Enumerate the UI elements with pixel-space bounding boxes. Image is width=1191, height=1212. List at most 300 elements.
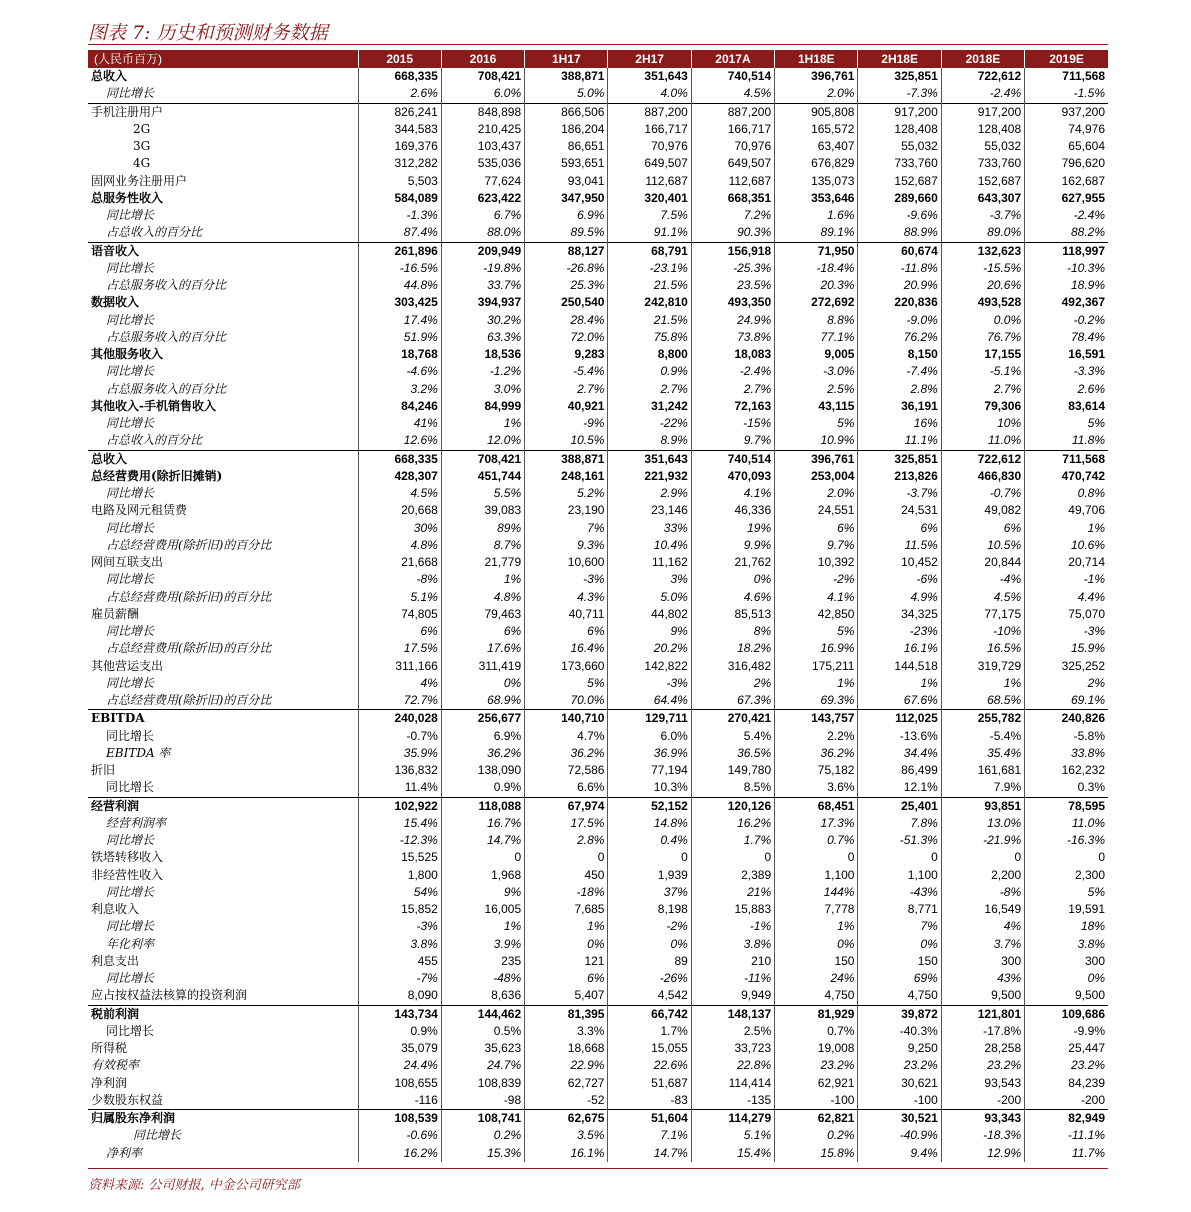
table-cell: 144% — [775, 884, 858, 901]
table-row — [88, 884, 1108, 901]
table-cell: 16.9% — [775, 640, 858, 657]
table-cell: 30.2% — [441, 312, 524, 329]
table-cell: 6.9% — [441, 728, 524, 745]
table-row — [88, 728, 1108, 745]
table-cell: 16.1% — [525, 1145, 608, 1162]
table-cell: -17.8% — [941, 1023, 1024, 1040]
table-cell: 36,191 — [858, 398, 941, 415]
table-cell: 353,646 — [775, 190, 858, 207]
table-cell: 81,929 — [775, 1005, 858, 1023]
table-cell: 7% — [858, 918, 941, 935]
table-cell: -3.7% — [858, 485, 941, 502]
table-cell: 33.7% — [441, 277, 524, 294]
table-cell: 108,539 — [358, 1110, 441, 1128]
table-cell: 3.3% — [525, 1023, 608, 1040]
table-cell: -51.3% — [858, 832, 941, 849]
table-cell: 34,325 — [858, 606, 941, 623]
table-cell: 10.9% — [775, 432, 858, 450]
table-cell: -18% — [525, 884, 608, 901]
table-cell: 77,624 — [441, 173, 524, 190]
table-cell: 2.7% — [608, 381, 691, 398]
table-cell: 7.8% — [858, 815, 941, 832]
table-cell: 1,100 — [775, 867, 858, 884]
table-cell: 46,336 — [691, 502, 774, 519]
table-cell: -1% — [1083, 572, 1105, 587]
table-cell: 270,421 — [691, 710, 774, 728]
table-cell: 9% — [608, 623, 691, 640]
table-cell: 36.2% — [775, 745, 858, 762]
table-cell: 16.2% — [358, 1145, 441, 1162]
table-cell: 9.7% — [775, 537, 858, 554]
table-cell: 16.4% — [525, 640, 608, 657]
table-row — [88, 675, 1108, 692]
table-cell: 12.6% — [358, 432, 441, 450]
table-cell: 51,604 — [608, 1110, 691, 1128]
table-row — [88, 190, 1108, 207]
table-cell: 8.7% — [441, 537, 524, 554]
table-cell: 1.7% — [691, 832, 774, 849]
table-cell: -26.8% — [525, 260, 608, 277]
table-cell: 325,851 — [858, 68, 941, 85]
table-cell: 83,614 — [1068, 398, 1105, 413]
table-cell: 2% — [1087, 675, 1105, 690]
table-cell: 5.0% — [525, 85, 608, 103]
table-row — [88, 1110, 1108, 1128]
table-cell: 108,741 — [441, 1110, 524, 1128]
table-cell: 493,528 — [941, 294, 1024, 311]
table-cell: 711,568 — [1025, 450, 1108, 468]
table-cell: 649,507 — [608, 155, 691, 172]
table-cell: -83 — [608, 1092, 691, 1110]
table-cell: 103,437 — [441, 138, 524, 155]
table-cell: 3.5% — [525, 1127, 608, 1144]
table-cell: 19% — [691, 520, 774, 537]
table-cell: 63.3% — [441, 329, 524, 346]
table-cell: 9,500 — [941, 987, 1024, 1005]
table-cell: 18,536 — [441, 346, 524, 363]
table-cell: 118,997 — [1025, 242, 1108, 260]
table-cell: 17.3% — [775, 815, 858, 832]
table-row — [88, 1127, 1108, 1144]
table-cell: 118,088 — [441, 797, 524, 815]
table-header-row — [88, 50, 1108, 68]
table-cell: 4,750 — [775, 987, 858, 1005]
table-cell: -3.7% — [941, 207, 1024, 224]
table-cell: 708,421 — [441, 450, 524, 468]
table-cell: 325,252 — [1061, 658, 1105, 673]
table-cell: 2.6% — [358, 85, 441, 103]
table-cell: 0 — [858, 849, 941, 866]
table-row — [88, 1057, 1108, 1074]
table-cell: -1% — [691, 918, 774, 935]
table-cell: 15.3% — [441, 1145, 524, 1162]
table-cell: 319,729 — [941, 658, 1024, 675]
table-cell: 887,200 — [608, 103, 691, 121]
table-cell: 49,706 — [1068, 503, 1105, 518]
table-cell: 64.4% — [608, 692, 691, 710]
table-cell: 316,482 — [691, 658, 774, 675]
table-cell: 451,744 — [441, 468, 524, 485]
table-cell: 52,152 — [608, 797, 691, 815]
table-cell: 93,343 — [941, 1110, 1024, 1128]
table-cell: 18,083 — [691, 346, 774, 363]
table-row — [88, 68, 1108, 85]
table-cell: 35.9% — [358, 745, 441, 762]
table-cell: 708,421 — [441, 68, 524, 85]
table-cell: 2,389 — [691, 867, 774, 884]
table-cell: 905,808 — [775, 103, 858, 121]
table-cell: 152,687 — [941, 173, 1024, 190]
table-cell: -100 — [775, 1092, 858, 1110]
table-cell: 2.7% — [941, 381, 1024, 398]
table-cell: 16% — [858, 415, 941, 432]
table-cell: 84,999 — [441, 398, 524, 415]
table-cell: 44,802 — [608, 606, 691, 623]
table-cell: -6% — [858, 571, 941, 588]
row-label: 固网业务注册用户 — [88, 173, 358, 190]
table-cell: 1% — [441, 571, 524, 588]
table-cell: 2,300 — [1074, 867, 1105, 882]
table-cell: 668,351 — [691, 190, 774, 207]
table-cell: 72.7% — [358, 692, 441, 710]
figure-title: 图表 7: 历史和预测财务数据 — [88, 22, 328, 44]
table-cell: 0 — [441, 849, 524, 866]
table-cell: -22% — [608, 415, 691, 432]
period-header: 2H18E — [858, 50, 941, 68]
table-cell: -2.4% — [941, 85, 1024, 103]
row-label: 利息支出 — [88, 953, 358, 970]
table-cell: 62,727 — [525, 1075, 608, 1092]
table-cell: 24.4% — [358, 1057, 441, 1074]
table-row — [88, 312, 1108, 329]
row-label: 占总服务收入的百分比 — [88, 329, 358, 346]
table-cell: 22.6% — [608, 1057, 691, 1074]
table-cell: -3% — [525, 571, 608, 588]
table-row — [88, 797, 1108, 815]
table-cell: 17,155 — [941, 346, 1024, 363]
table-cell: 17.4% — [358, 312, 441, 329]
table-row — [88, 381, 1108, 398]
table-cell: 22.9% — [525, 1057, 608, 1074]
table-cell: 21.5% — [608, 277, 691, 294]
table-cell: 109,686 — [1025, 1005, 1108, 1023]
table-cell: 21% — [691, 884, 774, 901]
table-cell: 4.4% — [1077, 589, 1105, 604]
source-rule — [88, 1168, 1108, 1169]
table-cell: 34.4% — [858, 745, 941, 762]
table-cell: 68.5% — [941, 692, 1024, 710]
table-cell: 1% — [1087, 520, 1105, 535]
table-cell: 0.7% — [775, 832, 858, 849]
table-cell: 9,949 — [691, 987, 774, 1005]
table-cell: 535,036 — [441, 155, 524, 172]
table-cell: 72,163 — [691, 398, 774, 415]
table-row — [88, 485, 1108, 502]
table-cell: 88.0% — [441, 224, 524, 242]
table-cell: -2% — [608, 918, 691, 935]
table-cell: -23.1% — [608, 260, 691, 277]
table-cell: 6.9% — [525, 207, 608, 224]
table-body — [88, 68, 1108, 1162]
table-row — [88, 710, 1108, 728]
table-cell: 112,025 — [858, 710, 941, 728]
row-label: 铁塔转移收入 — [88, 849, 358, 866]
row-label: 同比增长 — [88, 363, 358, 380]
table-cell: 15.4% — [358, 815, 441, 832]
row-label: 总收入 — [88, 450, 358, 468]
table-cell: -0.6% — [358, 1127, 441, 1144]
table-cell: 62,921 — [775, 1075, 858, 1092]
table-cell: 68,451 — [775, 797, 858, 815]
table-cell: 17.6% — [441, 640, 524, 657]
table-cell: 35.4% — [941, 745, 1024, 762]
table-cell: 312,282 — [358, 155, 441, 172]
table-cell: 396,761 — [775, 450, 858, 468]
table-cell: 722,612 — [941, 68, 1024, 85]
table-cell: 311,419 — [441, 658, 524, 675]
table-cell: 150 — [858, 953, 941, 970]
table-row — [88, 901, 1108, 918]
table-cell: 79,306 — [941, 398, 1024, 415]
table-cell: 492,367 — [1061, 295, 1105, 310]
table-cell: 289,660 — [858, 190, 941, 207]
table-cell: 93,543 — [941, 1075, 1024, 1092]
table-cell: 28,258 — [941, 1040, 1024, 1057]
table-cell: 24,531 — [858, 502, 941, 519]
table-cell: 93,851 — [941, 797, 1024, 815]
table-cell: 388,871 — [525, 450, 608, 468]
table-row — [88, 1040, 1108, 1057]
table-cell: 78.4% — [1070, 329, 1105, 344]
table-row — [88, 363, 1108, 380]
table-row — [88, 242, 1108, 260]
table-cell: -21.9% — [941, 832, 1024, 849]
table-cell: 88.9% — [858, 224, 941, 242]
table-cell: 72,586 — [525, 762, 608, 779]
row-label: 3G — [88, 138, 358, 155]
row-label: 净利润 — [88, 1075, 358, 1092]
table-cell: 4.1% — [691, 485, 774, 502]
table-cell: -7.4% — [858, 363, 941, 380]
table-cell: 142,822 — [608, 658, 691, 675]
table-cell: 36.5% — [691, 745, 774, 762]
table-cell: 37% — [608, 884, 691, 901]
table-cell: 3% — [608, 571, 691, 588]
table-cell: 162,232 — [1061, 763, 1105, 778]
table-cell: 156,918 — [691, 242, 774, 260]
table-cell: 128,408 — [941, 121, 1024, 138]
table-cell: 4.5% — [358, 485, 441, 502]
row-label: 经营利润率 — [88, 815, 358, 832]
table-row — [88, 138, 1108, 155]
table-cell: 7.1% — [608, 1127, 691, 1144]
table-cell: 937,200 — [1025, 103, 1108, 121]
row-label: 同比增长 — [88, 1127, 358, 1144]
row-label: 数据收入 — [88, 294, 358, 311]
table-cell: -2% — [775, 571, 858, 588]
table-row — [88, 936, 1108, 953]
table-cell: 6% — [775, 520, 858, 537]
table-cell: 643,307 — [941, 190, 1024, 207]
row-label: 经营利润 — [88, 797, 358, 815]
row-label: 同比增长 — [88, 884, 358, 901]
table-cell: 12.9% — [941, 1145, 1024, 1162]
row-label: EBITDA — [88, 710, 358, 728]
table-cell: 7% — [525, 520, 608, 537]
table-cell: 89 — [608, 953, 691, 970]
row-label: 所得税 — [88, 1040, 358, 1057]
table-cell: 5% — [1087, 416, 1105, 431]
table-cell: -52 — [525, 1092, 608, 1110]
table-cell: -40.9% — [858, 1127, 941, 1144]
table-cell: 470,093 — [691, 468, 774, 485]
table-row — [88, 640, 1108, 657]
table-cell: 1% — [525, 918, 608, 935]
table-cell: 2.5% — [691, 1023, 774, 1040]
table-cell: 161,681 — [941, 762, 1024, 779]
table-cell: 16,005 — [441, 901, 524, 918]
table-cell: 0% — [525, 936, 608, 953]
period-header: 1H17 — [525, 50, 608, 68]
table-cell: -3.0% — [775, 363, 858, 380]
table-cell: 2% — [691, 675, 774, 692]
row-label: 同比增长 — [88, 728, 358, 745]
table-cell: -15.5% — [941, 260, 1024, 277]
table-row — [88, 623, 1108, 640]
table-cell: 75.8% — [608, 329, 691, 346]
table-cell: 6% — [441, 623, 524, 640]
table-cell: 18,768 — [358, 346, 441, 363]
table-cell: 4.8% — [441, 589, 524, 606]
table-row — [88, 1005, 1108, 1023]
table-cell: 39,083 — [441, 502, 524, 519]
row-label: 同比增长 — [88, 623, 358, 640]
table-cell: 9,500 — [1074, 988, 1105, 1003]
table-cell: 166,717 — [608, 121, 691, 138]
table-cell: 1% — [775, 675, 858, 692]
table-cell: 89.1% — [775, 224, 858, 242]
table-cell: 5% — [525, 675, 608, 692]
table-cell: 144,518 — [858, 658, 941, 675]
row-label: 占总经营费用(除折旧)的百分比 — [88, 640, 358, 657]
table-cell: 16,591 — [1068, 347, 1105, 362]
table-cell: 12.0% — [441, 432, 524, 450]
table-cell: -48% — [441, 970, 524, 987]
table-cell: 347,950 — [525, 190, 608, 207]
table-cell: 5% — [775, 415, 858, 432]
table-cell: 8,800 — [608, 346, 691, 363]
table-cell: -11.8% — [858, 260, 941, 277]
table-cell: 623,422 — [441, 190, 524, 207]
table-cell: 9.9% — [691, 537, 774, 554]
table-row — [88, 571, 1108, 588]
table-cell: 121,801 — [941, 1005, 1024, 1023]
table-cell: -16.3% — [1066, 833, 1105, 848]
table-cell: 30,521 — [858, 1110, 941, 1128]
table-cell: -9.0% — [858, 312, 941, 329]
table-cell: -10.3% — [1066, 260, 1105, 275]
table-cell: 676,829 — [775, 155, 858, 172]
table-row — [88, 745, 1108, 762]
table-cell: -9.9% — [1073, 1023, 1105, 1038]
table-cell: 0.9% — [441, 779, 524, 797]
table-cell: 79,463 — [441, 606, 524, 623]
row-label: 其他营运支出 — [88, 658, 358, 675]
table-cell: -200 — [941, 1092, 1024, 1110]
table-cell: 2.8% — [525, 832, 608, 849]
table-cell: 466,830 — [941, 468, 1024, 485]
table-cell: 35,079 — [358, 1040, 441, 1057]
table-cell: 351,643 — [608, 450, 691, 468]
table-cell: 470,742 — [1061, 468, 1105, 483]
table-cell: 30% — [358, 520, 441, 537]
table-cell: -1.5% — [1073, 86, 1105, 101]
table-cell: 16.5% — [941, 640, 1024, 657]
table-cell: 138,090 — [441, 762, 524, 779]
table-cell: -11% — [691, 970, 774, 987]
table-row — [88, 832, 1108, 849]
table-cell: 19,008 — [775, 1040, 858, 1057]
table-cell: 351,643 — [608, 68, 691, 85]
table-cell: 848,898 — [441, 103, 524, 121]
table-cell: 311,166 — [358, 658, 441, 675]
table-cell: 7,778 — [775, 901, 858, 918]
table-cell: 20.2% — [608, 640, 691, 657]
table-cell: 21,779 — [441, 554, 524, 571]
table-cell: 6.0% — [608, 728, 691, 745]
table-row — [88, 224, 1108, 242]
table-row — [88, 1023, 1108, 1040]
table-cell: 0.5% — [441, 1023, 524, 1040]
table-cell: 0.8% — [1077, 486, 1105, 501]
row-label: 同比增长 — [88, 1023, 358, 1040]
table-cell: 18.2% — [691, 640, 774, 657]
table-cell: 8.8% — [775, 312, 858, 329]
table-cell: 0.7% — [775, 1023, 858, 1040]
table-cell: 10% — [941, 415, 1024, 432]
table-cell: 7.2% — [691, 207, 774, 224]
table-cell: -23% — [858, 623, 941, 640]
table-cell: 14.8% — [608, 815, 691, 832]
table-cell: 5.0% — [608, 589, 691, 606]
table-cell: 18.9% — [1070, 278, 1105, 293]
table-cell: -0.2% — [1073, 312, 1105, 327]
row-label: 同比增长 — [88, 415, 358, 432]
table-cell: 8,198 — [608, 901, 691, 918]
table-cell: 6.7% — [441, 207, 524, 224]
table-cell: 1.7% — [608, 1023, 691, 1040]
table-cell: 668,335 — [358, 450, 441, 468]
table-cell: 6% — [858, 520, 941, 537]
table-cell: 16.1% — [858, 640, 941, 657]
table-row — [88, 260, 1108, 277]
table-cell: 455 — [358, 953, 441, 970]
table-cell: -9.6% — [858, 207, 941, 224]
table-cell: -3% — [358, 918, 441, 935]
table-cell: 450 — [525, 867, 608, 884]
table-cell: 150 — [775, 953, 858, 970]
table-cell: 77,175 — [941, 606, 1024, 623]
table-cell: 0% — [1087, 971, 1105, 986]
table-cell: 2.2% — [775, 728, 858, 745]
table-cell: 5.1% — [358, 589, 441, 606]
financial-table — [88, 50, 1108, 1162]
table-cell: 11.1% — [858, 432, 941, 450]
table-cell: 6% — [941, 520, 1024, 537]
table-cell: 43,115 — [775, 398, 858, 415]
table-cell: 22.8% — [691, 1057, 774, 1074]
table-cell: 887,200 — [691, 103, 774, 121]
